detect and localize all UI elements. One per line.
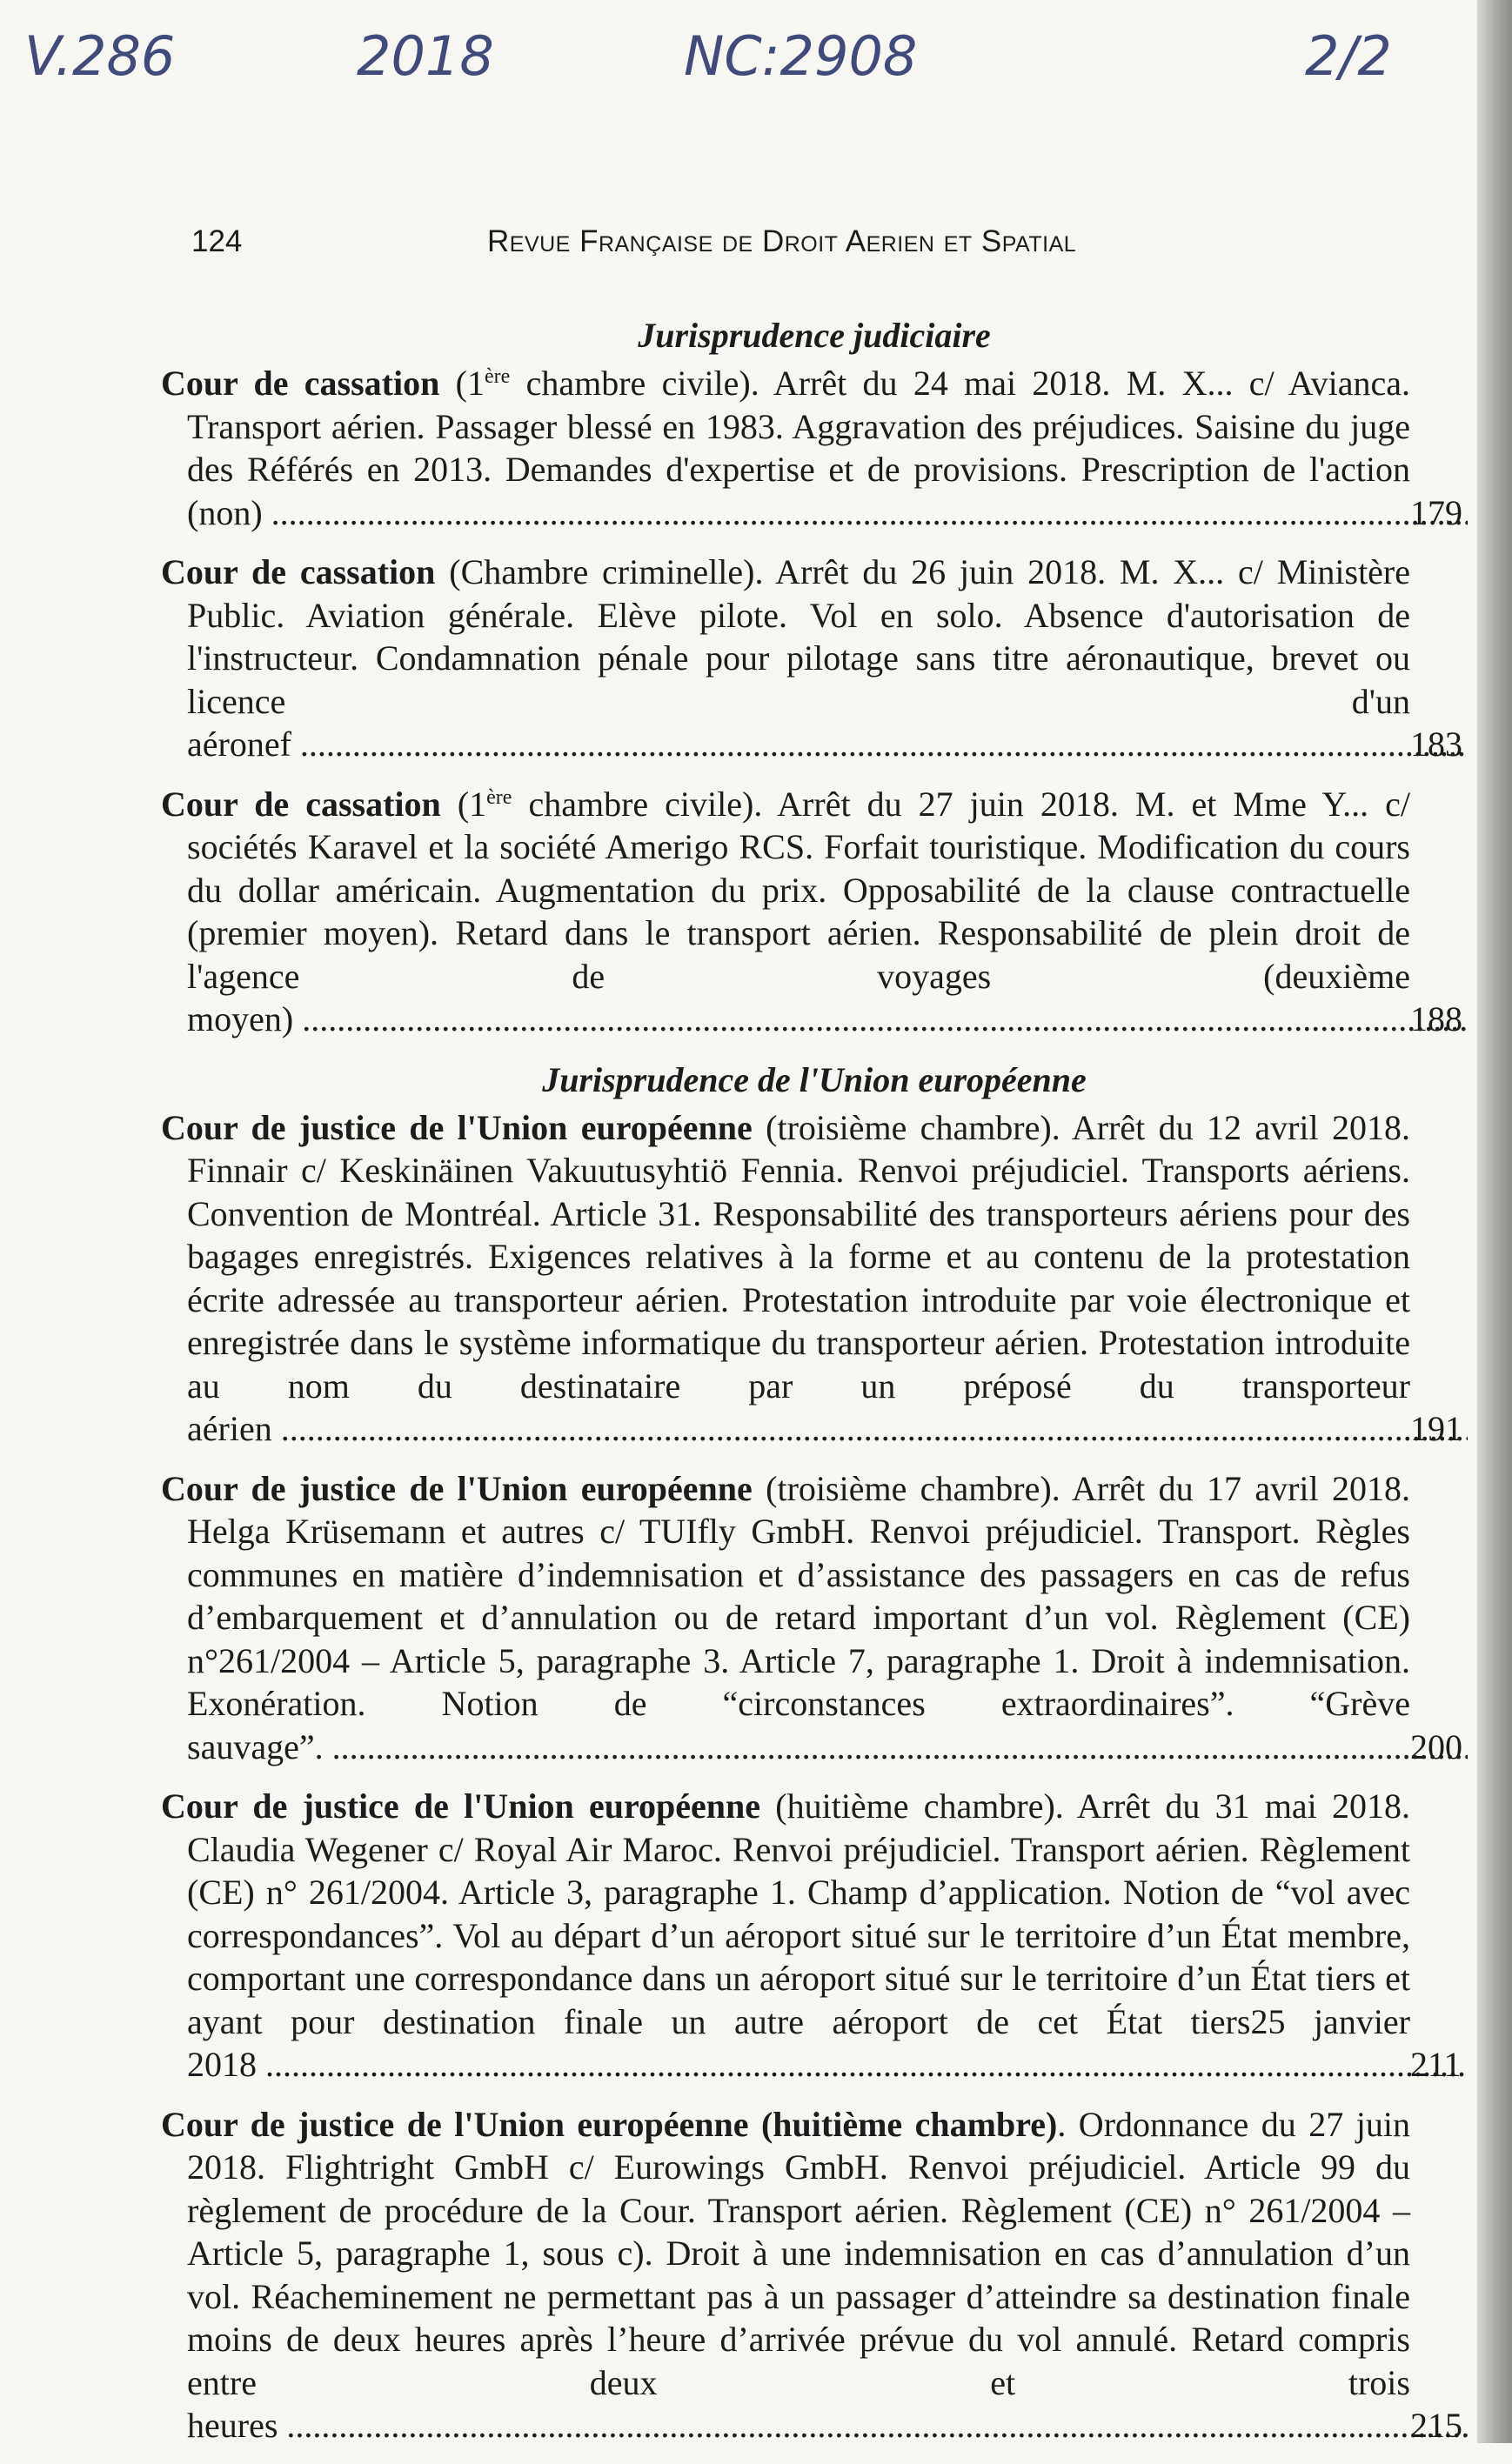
chamber-prefix: (troisième chambre).	[766, 1107, 1060, 1147]
page-ref: 191	[1410, 1409, 1462, 1448]
toc-entry	[161, 783, 1468, 1041]
toc-entry	[161, 1785, 1468, 2087]
handwritten-reference: V.286	[24, 24, 176, 88]
court-name: Cour de cassation	[161, 552, 436, 591]
court-name: Cour de justice de l'Union européenne	[161, 1786, 761, 1826]
court-name: Cour de justice de l'Union européenne (huitième chambre)	[161, 2104, 1058, 2144]
chamber-prefix: (troisième chambre).	[766, 1468, 1060, 1508]
court-name: Cour de cassation	[161, 784, 441, 824]
entry-text: Arrêt du 17 avril 2018. Helga Krüsemann et autres c/ TUIfly GmbH. Renvoi préjudiciel. Transport. Règles communes en matière d’indemnisation et d’assistance des passagers en cas de refus d’embarquement et d’annulation ou de retard important d’un vol. Règlement (CE) n°261/2004 – Article 5, paragraphe 3. Article 7, paragraphe 1. Droit à indemnisation. Exonération. Notion de “circonstances extraordinaires”. “Grève sauvage”. .....	[187, 1469, 1468, 1766]
page-number: 124	[191, 224, 243, 258]
entry-text: chambre civile). Arrêt du 27 juin 2018. M. et Mme Y... c/ sociétés Karavel et la société Amerigo RCS. Forfait touristique. Modification du cours du dollar américain. Augmentation du prix. Opposabilité de la clause contractuelle (premier moyen). Retard dans le transport aérien. Responsabilité de plein droit de l'agence de voyages (deuxième moyen) .....	[187, 785, 1468, 1039]
chamber-prefix: (1	[457, 784, 487, 824]
handwritten-year: 2018	[357, 24, 494, 88]
court-name: Cour de cassation	[161, 364, 440, 403]
chamber-prefix: (Chambre criminelle).	[449, 552, 764, 591]
chamber-prefix: (huitième chambre).	[775, 1786, 1064, 1826]
page-ref: 200	[1410, 1726, 1462, 1766]
entry-text: chambre civile). Arrêt du 24 mai 2018. M. X... c/ Avianca. Transport aérien. Passager blessé en 1983. Aggravation des préjudices. Saisine du juge des Référés en 2013. Demandes d'expertise et de provisions. Prescription de l'action (non) .....	[187, 364, 1468, 532]
toc-entry	[161, 1106, 1468, 1451]
section-heading: Jurisprudence de l'Union européenne	[542, 1059, 1087, 1099]
entry-text: Arrêt du 31 mai 2018. Claudia Wegener c/ Royal Air Maroc. Renvoi préjudiciel. Transport aérien. Règlement (CE) n° 261/2004. Article 3, paragraphe 1. Champ d’application. Notion de “vol avec correspondances”. Vol au départ d’un aéroport situé sur le territoire d’un État membre, comportant une correspondance dans un aéroport situé sur le territoire d’un État tiers et ayant pour destination finale un autre aéroport de cet État tiers25 janvier 2018 .....	[187, 1786, 1468, 2084]
superscript: ère	[486, 785, 512, 809]
handwritten-folio: 2/2	[1305, 24, 1392, 88]
toc-entry	[161, 2103, 1468, 2447]
toc-entry	[161, 362, 1468, 534]
page-ref: 211	[1410, 2045, 1462, 2084]
table-of-contents	[161, 313, 1468, 2464]
toc-entry	[161, 1467, 1468, 1769]
entry-text: Ordonnance du 27 juin 2018. Flightright GmbH c/ Eurowings GmbH. Renvoi préjudiciel. Article 99 du règlement de procédure de la Cour. Transport aérien. Règlement (CE) n° 261/2004 – Article 5, paragraphe 1, sous c). Droit à une indemnisation en cas d’annulation d’un vol. Réacheminement ne permettant pas à un passager d’atteindre sa destination finale moins de deux heures après l’heure d’arrivée prévue du vol annulé. Retard compris entre deux et trois heures .....	[187, 2105, 1468, 2446]
court-name: Cour de justice de l'Union européenne	[161, 1468, 753, 1508]
toc-entry	[161, 551, 1468, 766]
handwritten-nc-number: NC:2908	[684, 24, 918, 88]
running-head	[183, 224, 1479, 268]
court-name: Cour de justice de l'Union européenne	[161, 1107, 753, 1147]
page-ref: 179	[1410, 492, 1462, 532]
page-ref: 183	[1410, 725, 1462, 764]
section-heading: Jurisprudence judiciaire	[638, 316, 991, 355]
entry-text: Arrêt du 12 avril 2018. Finnair c/ Keskinäinen Vakuutusyhtiö Fennia. Renvoi préjudiciel. Transports aériens. Convention de Montréal. Article 31. Responsabilité des transporteurs aériens pour des bagages enregistrés. Exigences relatives à la forme et au contenu de la protestation écrite adressée au transporteur aérien. Protestation introduite par voie électronique et enregistrée dans le système informatique du transporteur aérien. Protestation introduite au nom du destinataire par un préposé du transporteur aérien .....	[187, 1108, 1468, 1449]
page-ref: 215	[1410, 2406, 1462, 2445]
chamber-prefix: .	[1057, 2104, 1067, 2144]
superscript: ère	[484, 365, 511, 388]
page-edge-shadow	[1477, 0, 1512, 2443]
journal-title: Revue Française de Droit Aerien et Spatial	[487, 224, 1077, 258]
entry-text: Arrêt du 26 juin 2018. M. X... c/ Ministère Public. Aviation générale. Elève pilote. Vol en solo. Absence d'autorisation de l'instructeur. Condamnation pénale pour pilotage sans titre aéronautique, brevet ou licence d'un aéronef .....	[187, 552, 1468, 764]
page-ref: 188	[1410, 999, 1462, 1038]
chamber-prefix: (1	[455, 364, 485, 403]
